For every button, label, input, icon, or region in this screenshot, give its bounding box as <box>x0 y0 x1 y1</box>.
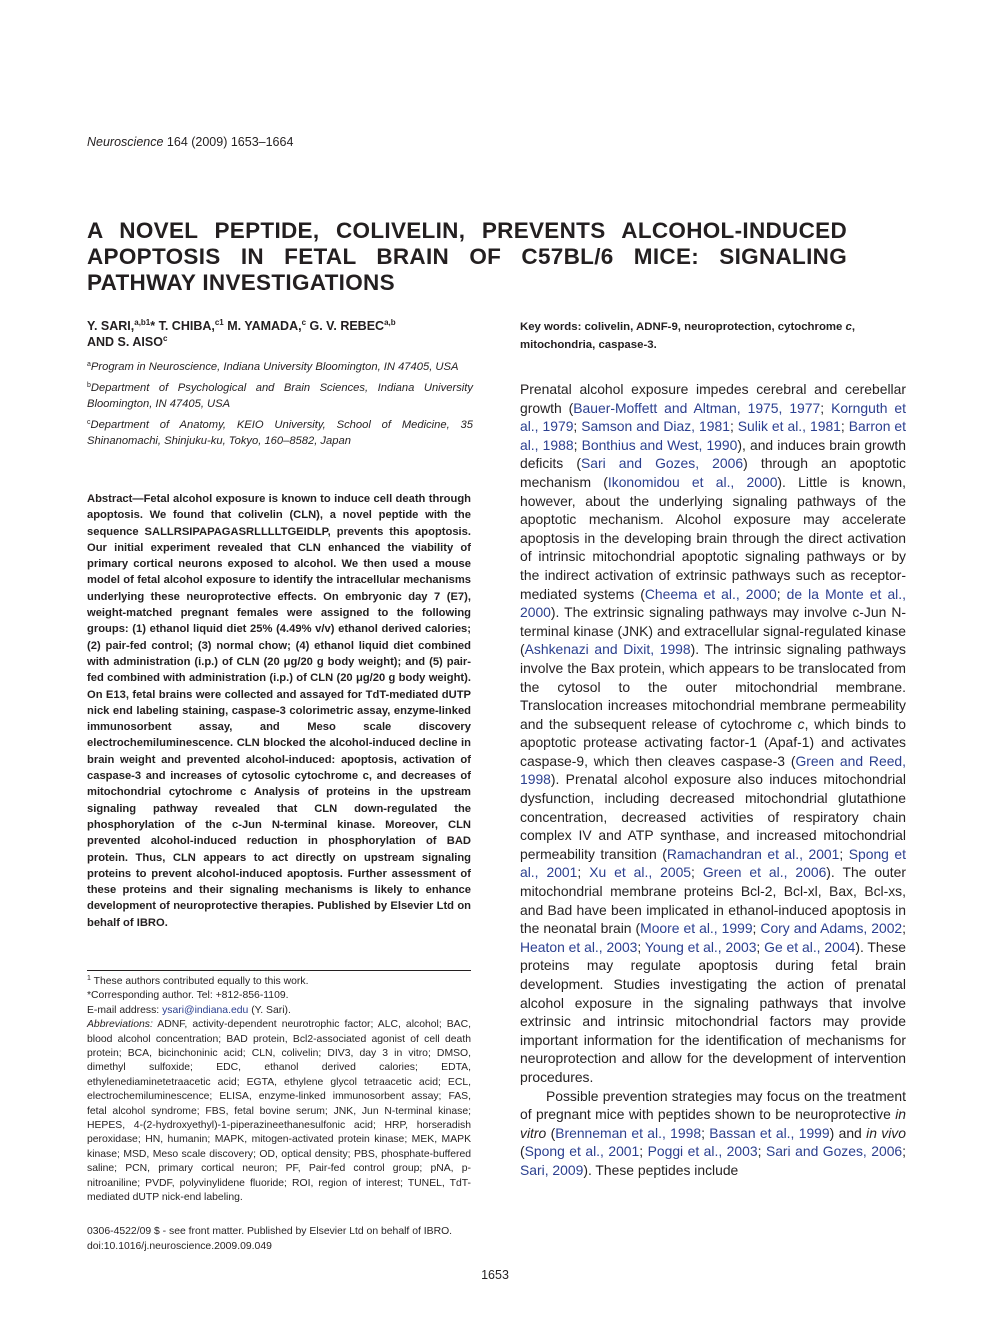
footnote-divider <box>87 970 471 971</box>
abbreviations-text: ADNF, activity-dependent neurotrophic factor; ALC, alcohol; BAC, blood alcohol concentration; BAD protein, Bcl2-associated agonist of cell death protein; BCA, bicinchoninic acid; CLN, colivelin; DIV3, day 3 in vitro; DMSO, dimethyl sulfoxide; EDC, ethanol derived calories; EDTA, ethylenediaminetetraacetic acid; EGTA, ethylene glycol tetraacetic acid; ECL, electrochemiluminescence; ELISA, enzyme-linked immunosorbent assay; FAS, fetal alcohol syndrome; FBS, fetal bovine serum; JNK, Jun N-terminal kinase; HEPES, 4-(2-hydroxyethyl)-1-piperazineethanesulfonic acid; HRP, horseradish peroxidase; HN, humanin; MAPK, mitogen-activated protein kinase; MEK, MAPK kinase; MSD, Meso scale discovery; OD, optical density; PBS, phosphate-buffered saline; PCN, primary cortical neuron; PF, Pair-fed control group; pNA, p-nitroaniline; PVDF, polyvinylidene fluoride; ROI, region of interest; TUNEL, TdT-mediated dUTP nick-end labeling. <box>87 1019 471 1204</box>
journal-citation <box>87 135 293 149</box>
citation-link[interactable]: Spong et al., 2001 <box>520 845 906 881</box>
affiliation <box>87 380 473 412</box>
italic-text: c <box>797 715 805 732</box>
citation-link[interactable]: Xu et al., 2005 <box>589 864 692 881</box>
author-name: M. YAMADA, <box>227 319 302 333</box>
keywords-italic: c <box>845 321 852 333</box>
author-name: AND S. AISO <box>87 335 163 349</box>
citation-link[interactable]: Bassan et al., 1999 <box>709 1124 830 1141</box>
author-name: G. V. REBEC <box>309 319 385 333</box>
body-text <box>520 380 906 1180</box>
body-text-run: ), and induces brain growth deficits ( <box>520 436 907 472</box>
body-text-run: ; <box>902 920 907 937</box>
citation-link[interactable]: Bonthius and West, 1990 <box>581 436 738 453</box>
journal-volume-pages: 164 (2009) 1653–1664 <box>163 135 294 149</box>
citation-link[interactable]: Bauer-Moffett and Altman, 1975, 1977 <box>573 399 821 416</box>
citation-link[interactable]: Sari, 2009 <box>520 1161 584 1178</box>
abbreviations-label: Abbreviations: <box>87 1019 153 1031</box>
author-affil-sup: a,b <box>384 318 396 327</box>
body-text-run: ; <box>752 920 761 937</box>
citation-link[interactable]: Green and Reed, 1998 <box>520 752 906 788</box>
body-text-run: ; <box>691 864 703 881</box>
body-text-run: ( <box>546 1124 556 1141</box>
body-text-run: ). Little is known, however, about the underlying signaling pathways of the apoptotic mechanism. Alcohol exposure may accelerate apoptosis in the developing brain through the direct activation of intrinsic mitochondrial apoptotic signaling pathways or by the indirect activation of extrinsic pathways such as receptor-mediated systems ( <box>520 473 906 602</box>
body-text-run: ; <box>577 864 590 881</box>
title-line: PATHWAY INVESTIGATIONS <box>87 270 395 295</box>
body-text-run: ) through an apoptotic mechanism ( <box>520 455 906 490</box>
citation-link[interactable]: Sari and Gozes, 2006 <box>580 455 744 472</box>
author-affil-sup: c1 <box>214 318 224 327</box>
keywords <box>520 318 907 354</box>
citation-link[interactable]: Green et al., 2006 <box>702 864 827 881</box>
citation-link[interactable]: Ikonomidou et al., 2000 <box>607 473 778 490</box>
body-text-run: Possible prevention strategies may focus on the treatment of pregnant mice with peptides shown to be neuroprotective <box>520 1087 906 1123</box>
citation-link[interactable]: Moore et al., 1999 <box>640 920 753 937</box>
affiliation <box>87 417 473 449</box>
author-separator: * <box>150 319 159 333</box>
citation-link[interactable]: Samson and Diaz, 1981 <box>581 418 730 435</box>
body-text-run: ; <box>637 938 645 955</box>
affiliation-text: Department of Psychological and Brain Sciences, Indiana University Bloomington, IN 47405, USA <box>87 382 473 410</box>
body-text-run: ; <box>701 1124 710 1141</box>
italic-text: in vitro <box>520 1106 906 1141</box>
italic-text: in vivo <box>866 1124 906 1141</box>
citation-link[interactable]: Ge et al., 2004 <box>764 938 856 955</box>
body-text-run: ; <box>757 1143 766 1160</box>
email-label: E-mail address: <box>87 1004 163 1016</box>
citation-link[interactable]: Brenneman et al., 1998 <box>555 1124 702 1141</box>
body-text-run: Prenatal alcohol exposure impedes cerebral and cerebellar growth ( <box>520 381 906 416</box>
citation-link[interactable]: Kornguth et al., 1979 <box>520 399 906 435</box>
body-text-run: ; <box>776 585 787 602</box>
body-text-run: ; <box>839 845 849 862</box>
footnote-corresponding: *Corresponding author. Tel: +812-856-1109. <box>87 990 289 1002</box>
affiliation-sup: c <box>87 419 91 426</box>
journal-name: Neuroscience <box>87 135 164 149</box>
author-affil-sup: c <box>162 334 168 343</box>
body-text-run: ; <box>902 1143 907 1160</box>
citation-link[interactable]: Spong et al., 2001 <box>524 1143 640 1160</box>
body-text-run: ; <box>756 938 765 955</box>
citation-link[interactable]: Ramachandran et al., 2001 <box>666 845 840 862</box>
affiliation-sup: a <box>87 361 91 368</box>
body-text-run: ; <box>573 436 582 453</box>
email-suffix: (Y. Sari). <box>248 1004 291 1016</box>
body-text-run: ; <box>820 399 832 416</box>
citation-link[interactable]: Barron et al., 1988 <box>520 418 907 453</box>
footnotes <box>87 975 471 1206</box>
body-text-run: , which binds to apoptotic protease activating factor-1 (Apaf-1) and activates caspase-9, which then cleaves caspase-3 ( <box>520 715 906 769</box>
author-affil-sup: a,b1 <box>134 318 151 327</box>
body-paragraph <box>520 1087 906 1180</box>
citation-link[interactable]: Ashkenazi and Dixit, 1998 <box>524 641 691 658</box>
footnote-email <box>87 1004 471 1018</box>
citation-link[interactable]: Cory and Adams, 2002 <box>760 920 903 937</box>
citation-link[interactable]: de la Monte et al., 2000 <box>520 585 906 621</box>
page-number: 1653 <box>481 1268 509 1282</box>
affiliation-sup: b <box>87 382 91 389</box>
citation-link[interactable]: Heaton et al., 2003 <box>520 938 638 955</box>
body-text-run: ( <box>520 1143 525 1160</box>
email-link[interactable]: ysari@indiana.edu <box>162 1004 249 1016</box>
footnote-sup: 1 <box>87 975 91 982</box>
body-text-run: ) and <box>829 1124 867 1141</box>
body-paragraph <box>520 380 906 1087</box>
abstract: Abstract—Fetal alcohol exposure is known to induce cell death through apoptosis. We found that colivelin (CLN), a novel peptide with the sequence SALLRSIPAPAGASRLLLLTGEIDLP, prevents this apoptosis. Our initial experiment revealed that CLN enhanced the viability of primary cortical neurons exposed to alcohol. We then used a mouse model of fetal alcohol exposure to identify the intracellular mechanisms underlying these neuroprotective effects. On embryonic day 7 (E7), weight-matched pregnant females were assigned to the following groups: (1) ethanol liquid diet 25% (4.49% v/v) ethanol derived calories; (2) pair-fed control; (3) normal chow; (4) ethanol liquid diet combined with administration (i.p.) of CLN (20 μg/20 g body weight); and (5) pair-fed combined with administration (i.p.) of CLN (20 μg/20 g body weight). On E13, fetal brains were collected and assayed for TdT-mediated dUTP nick end labeling staining, caspase-3 colorimetric assay, enzyme-linked immunosorbent assay, and Meso scale discovery electrochemiluminescence. CLN blocked the alcohol-induced decline in brain weight and prevented alcohol-induced: apoptosis, activation of caspase-3 and increases of cytosolic cytochrome c, and decreases of mitochondrial cytochrome c Analysis of proteins in the upstream signaling pathway revealed that CLN down-regulated the phosphorylation of the c-Jun N-terminal kinase. Moreover, CLN prevented alcohol-induced reduction in phosphorylation of BAD protein. Thus, CLN appears to act directly on upstream signaling proteins to prevent alcohol-induced apoptosis. Further assessment of these proteins and their signaling mechanisms is likely to enhance development of neuroprotective therapies. Published by Elsevier Ltd on behalf of IBRO. <box>87 493 471 929</box>
author-affil-sup: c <box>301 318 307 327</box>
body-text-run: ). Prenatal alcohol exposure also induces mitochondrial dysfunction, including decreased mitochondrial glutathione concentration, decreased activities of respiratory chain complex IV and ATP synthase, and increased mitochondrial permeability transition ( <box>520 771 906 862</box>
body-text-run: ; <box>840 418 849 435</box>
body-text-run: ; <box>729 418 738 435</box>
author-name: Y. SARI, <box>87 319 135 333</box>
citation-link[interactable]: Cheema et al., 2000 <box>644 585 777 602</box>
body-text-run: ). The outer mitochondrial membrane proteins Bcl-2, Bcl-xl, Bax, Bcl-xs, and Bad have been implicated in ethanol-induced apoptosis in the neonatal brain ( <box>520 864 907 937</box>
affiliation-text: Department of Anatomy, KEIO University, School of Medicine, 35 Shinanomachi, Shinjuku-ku, Tokyo, 160–8582, Japan <box>87 419 473 447</box>
body-text-run: ). These peptides include <box>583 1161 739 1178</box>
affiliation <box>87 359 473 375</box>
author-name: T. CHIBA, <box>158 319 215 333</box>
footnote-abbreviations <box>87 1018 471 1205</box>
doi-line: doi:10.1016/j.neuroscience.2009.09.049 <box>87 1241 272 1252</box>
body-text-run: ; <box>639 1143 648 1160</box>
author-list <box>87 318 473 350</box>
body-text-run: ; <box>573 418 582 435</box>
issn-line: 0306-4522/09 $ - see front matter. Published by Elsevier Ltd on behalf of IBRO. <box>87 1226 453 1237</box>
affiliation-text: Program in Neuroscience, Indiana University Bloomington, IN 47405, USA <box>90 361 459 373</box>
footnote-equal-contribution <box>87 975 471 989</box>
body-text-run: ). The intrinsic signaling pathways involve the Bax protein, which appears to be translocated from the cytosol to the outer mitochondrial membrane. Translocation increases mitochondrial membrane permeability and the subsequent release of cytochrome <box>520 641 906 732</box>
body-text-run: ). The extrinsic signaling pathways may involve c-Jun N-terminal kinase (JNK) and extracellular signal-regulated kinase ( <box>520 604 906 658</box>
title-line: A NOVEL PEPTIDE, COLIVELIN, PREVENTS ALCOHOL-INDUCED <box>87 218 847 243</box>
article-title <box>87 218 847 296</box>
citation-link[interactable]: Sulik et al., 1981 <box>737 418 841 435</box>
citation-link[interactable]: Sari and Gozes, 2006 <box>765 1143 903 1160</box>
front-matter <box>87 1224 507 1254</box>
body-text-run: ). These proteins may regulate apoptosis during fetal brain development. Studies investigating the action of prenatal alcohol exposure in the signaling pathways that involve extrinsic and intrinsic mitochondrial factors may provide important information for the identification of mechanisms for neuroprotection and allow for the development of intervention procedures. <box>520 938 907 1085</box>
keywords-text-end: , mitochondria, caspase-3. <box>520 321 856 351</box>
footnote-text: These authors contributed equally to this work. <box>90 976 309 987</box>
citation-link[interactable]: Poggi et al., 2003 <box>647 1143 758 1160</box>
keywords-text: Key words: colivelin, ADNF-9, neuroprotection, cytochrome <box>520 321 846 333</box>
affiliations <box>87 359 473 454</box>
citation-link[interactable]: Young et al., 2003 <box>644 938 757 955</box>
title-line: APOPTOSIS IN FETAL BRAIN OF C57BL/6 MICE: SIGNALING <box>87 244 847 269</box>
